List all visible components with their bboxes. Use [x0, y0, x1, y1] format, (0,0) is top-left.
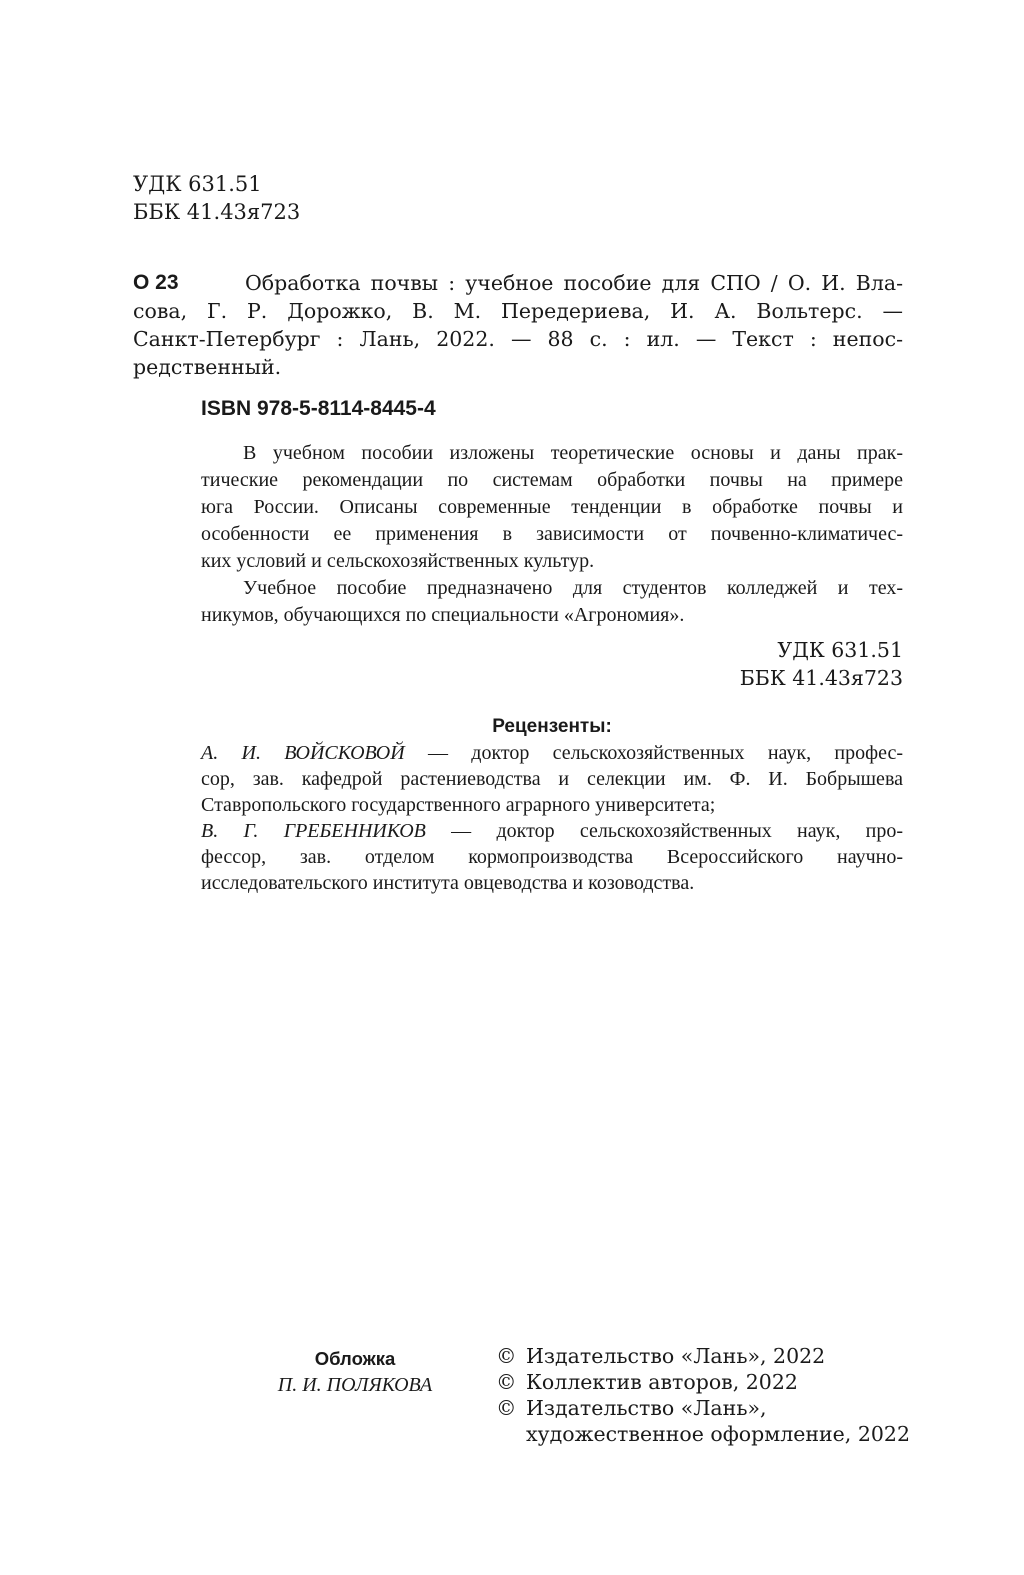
copyright-line: © Коллектив авторов, 2022 — [496, 1370, 798, 1394]
cover-credit — [230, 1346, 480, 1398]
annotation-line: никумов, обучающихся по специальности «Агрономия». — [201, 604, 685, 626]
biblio-line: Обработка почвы : учебное пособие для СПО / О. И. Вла- — [245, 271, 903, 295]
annotation-line: тические рекомендации по системам обработки почвы на примере — [201, 469, 903, 491]
classification-header — [133, 170, 300, 226]
annotation-line: ких условий и сельскохозяйственных культур. — [201, 550, 595, 572]
annotation-line: В учебном пособии изложены теоретические основы и даны прак- — [243, 442, 903, 464]
biblio-line: сова, Г. Р. Дорожко, В. М. Передериева, И. А. Вольтерс. — — [133, 299, 903, 323]
classification-footer — [600, 636, 903, 692]
reviewers-list — [201, 740, 903, 896]
annotation-line: Учебное пособие предназначено для студентов колледжей и тех- — [243, 577, 903, 599]
cover-title: Обложка — [314, 1348, 396, 1369]
reviewer-name: А. И. ВОЙСКОВОЙ — [201, 742, 405, 764]
biblio-line: Санкт-Петербург : Лань, 2022. — 88 с. : ил. — Текст : непос- — [133, 327, 903, 351]
biblio-line: редственный. — [133, 355, 282, 379]
bbk-code: ББК 41.43я723 — [133, 200, 301, 224]
copyright-line: художественное оформление, 2022 — [526, 1422, 911, 1446]
reviewer-line: фессор, зав. отделом кормопроизводства Всероссийского научно- — [201, 846, 903, 868]
reviewer-line: А. И. ВОЙСКОВОЙ — доктор сельскохозяйственных наук, профес- — [201, 742, 903, 764]
author-mark: О 23 — [133, 271, 179, 294]
reviewer-line: Ставропольского государственного аграрного университета; — [201, 794, 716, 816]
annotation-line: особенности ее применения в зависимости от почвенно-климатичес- — [201, 523, 903, 545]
bibliographic-record — [133, 269, 903, 381]
annotation-line: юга России. Описаны современные тенденции в обработке почвы и — [201, 496, 903, 518]
copyright-icon: © — [496, 1344, 517, 1368]
copyright-block — [496, 1343, 910, 1447]
isbn: ISBN 978-5-8114-8445-4 — [201, 397, 436, 420]
copyright-icon: © — [496, 1396, 517, 1420]
annotation — [201, 440, 903, 629]
reviewers-heading: Рецензенты: — [492, 716, 612, 737]
reviewer-line: сор, зав. кафедрой растениеводства и селекции им. Ф. И. Бобрышева — [201, 768, 903, 790]
reviewer-line: В. Г. ГРЕБЕННИКОВ — доктор сельскохозяйственных наук, про- — [201, 820, 904, 842]
copyright-line: © Издательство «Лань», — [496, 1396, 767, 1420]
bbk-code: ББК 41.43я723 — [739, 666, 903, 690]
cover-designer: П. И. ПОЛЯКОВА — [277, 1374, 433, 1396]
udk-code: УДК 631.51 — [133, 172, 262, 196]
reviewer-name: В. Г. ГРЕБЕННИКОВ — [201, 820, 426, 842]
reviewer-line: исследовательского института овцеводства и козоводства. — [201, 872, 695, 894]
copyright-line: © Издательство «Лань», 2022 — [496, 1344, 826, 1368]
copyright-icon: © — [496, 1370, 517, 1394]
udk-code: УДК 631.51 — [777, 638, 903, 662]
